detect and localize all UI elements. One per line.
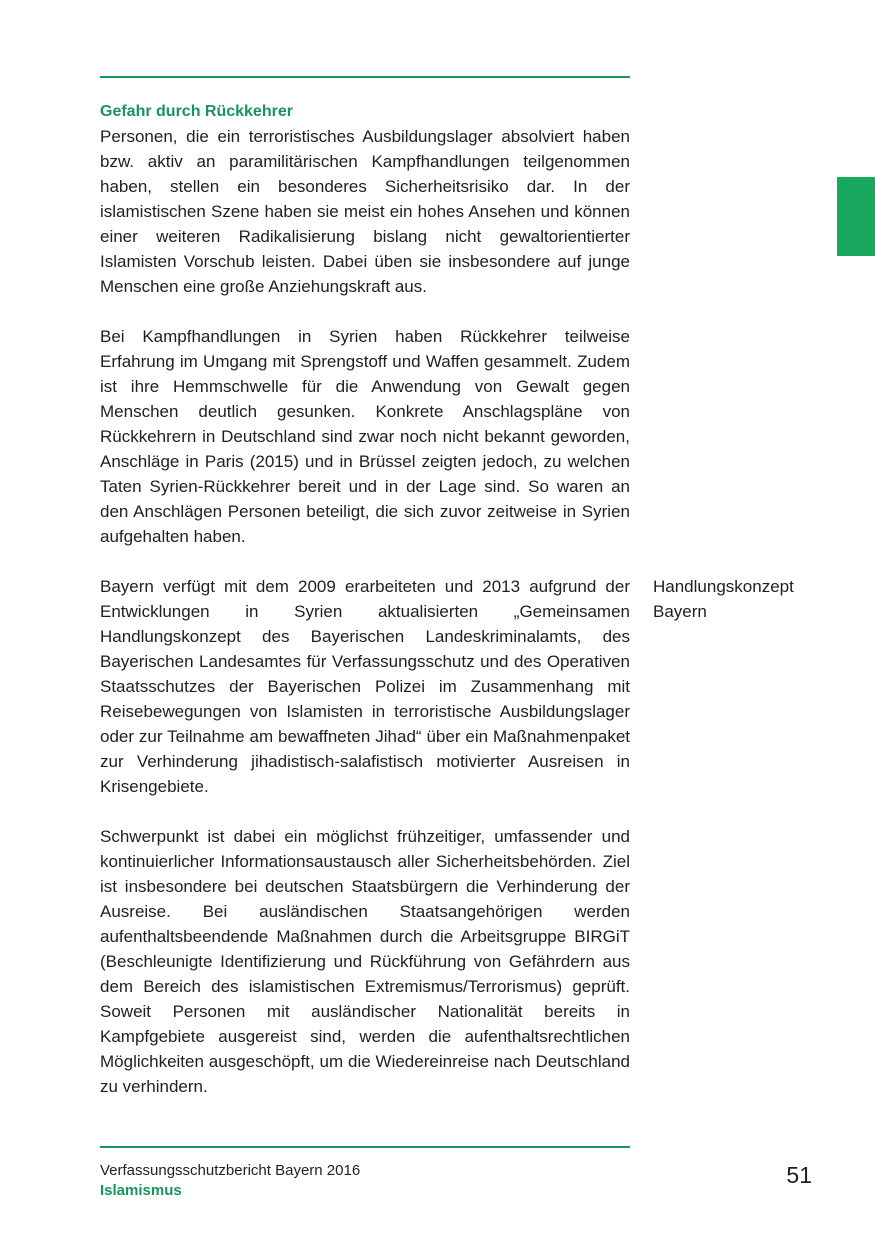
page-number: 51 — [786, 1162, 812, 1188]
paragraph-returnees-risk: Personen, die ein terroristisches Ausbildungslager absolviert haben bzw. aktiv an paramilitärischen Kampfhandlungen teilgenommen haben, stellen ein besonderes Sicherheitsrisiko dar. In der islamistischen Szene haben sie meist ein hohes Ansehen und können einer weiteren Radikalisierung bislang nicht gewaltorientierter Islamisten Vorschub leisten. Dabei üben sie insbesondere auf junge Menschen eine große Anziehungskraft aus. — [100, 127, 630, 296]
margin-note-line-2: Bayern — [653, 602, 707, 621]
margin-note-line-1: Handlungskonzept — [653, 577, 794, 596]
bottom-rule — [100, 1146, 630, 1148]
margin-note — [653, 574, 853, 624]
paragraph-information-exchange: Schwerpunkt ist dabei ein möglichst frühzeitiger, umfassender und kontinuierlicher Informationsaustausch aller Sicherheitsbehörden. Ziel ist insbesondere bei deutschen Staatsbürgern die Verhinderung der Ausreise. Bei ausländischen Staatsangehörigen werden aufenthaltsbeendende Maßnahmen durch die Arbeitsgruppe BIRGiT (Beschleunigte Identifizierung und Rückführung von Gefährdern aus dem Bereich des islamistischen Extremismus/Terrorismus) geprüft. Soweit Personen mit ausländischer Nationalität bereits in Kampfgebiete ausgereist sind, werden die aufenthaltsrechtlichen Möglichkeiten ausgeschöpft, um die Wiedereinreise nach Deutschland zu verhindern. — [100, 827, 630, 1096]
section-heading: Gefahr durch Rückkehrer — [100, 103, 293, 120]
footer-section-name: Islamismus — [100, 1182, 182, 1199]
footer-report-title: Verfassungsschutzbericht Bayern 2016 — [100, 1162, 361, 1179]
top-rule — [100, 76, 630, 78]
paragraph-combat-experience: Bei Kampfhandlungen in Syrien haben Rückkehrer teilweise Erfahrung im Umgang mit Sprengstoff und Waffen gesammelt. Zudem ist ihre Hemmschwelle für die Anwendung von Gewalt gegen Menschen deutlich gesunken. Konkrete Anschlagspläne von Rückkehrern in Deutschland sind zwar noch nicht bekannt geworden, Anschläge in Paris (2015) und in Brüssel zeigten jedoch, zu welchen Taten Syrien-Rückkehrer bereit und in der Lage sind. So waren an den Anschlägen Personen beteiligt, die sich zuvor zeitweise in Syrien aufgehalten haben. — [100, 327, 630, 546]
footer — [100, 1161, 630, 1201]
main-content — [100, 100, 630, 1099]
chapter-tab-marker — [837, 177, 875, 256]
paragraph-bavaria-concept: Bayern verfügt mit dem 2009 erarbeiteten und 2013 aufgrund der Entwicklungen in Syrien aktualisierten „Gemeinsamen Handlungskonzept des Bayerischen Landeskriminalamts, des Bayerischen Landesamtes für Verfassungsschutz und des Operativen Staatsschutzes der Bayerischen Polizei im Zusammenhang mit Reisebewegungen von Islamisten in terroristische Ausbildungslager oder zur Teilnahme am bewaffneten Jihad“ über ein Maßnahmenpaket zur Verhinderung jihadistisch-salafistisch motivierter Ausreisen in Krisengebiete. — [100, 577, 630, 796]
